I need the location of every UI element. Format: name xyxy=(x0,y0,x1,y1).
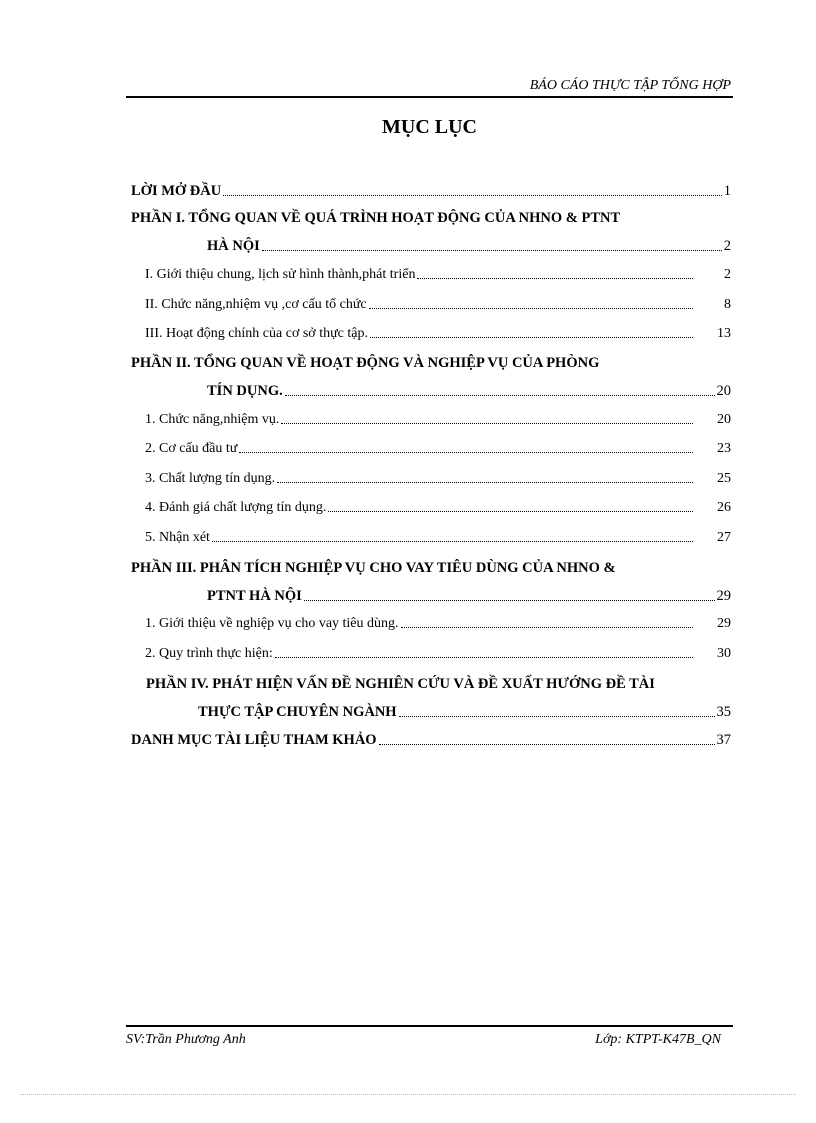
toc-entry[interactable] xyxy=(207,238,731,255)
running-header: BÁO CÁO THỰC TẬP TỔNG HỢP xyxy=(529,78,731,93)
toc-entry-page: 25 xyxy=(717,471,731,486)
toc-leader-dots xyxy=(212,540,693,542)
toc-entry-label: PHẦN IV. PHÁT HIỆN VẤN ĐỀ NGHIÊN CỨU VÀ ĐỀ XUẤT HƯỚNG ĐỀ TÀI xyxy=(146,676,655,692)
toc-entry-page: 8 xyxy=(724,297,731,312)
toc-entry-label: 4. Đánh giá chất lượng tín dụng. xyxy=(145,500,327,515)
toc-entry-page: 1 xyxy=(723,183,731,199)
toc-leader-dots xyxy=(417,277,693,279)
toc-entry-page: 20 xyxy=(716,383,731,399)
toc-entry[interactable] xyxy=(198,704,731,721)
header-rule xyxy=(126,96,733,98)
toc-entry[interactable] xyxy=(207,588,731,605)
toc-entry-label: 2. Cơ cấu đầu tư xyxy=(145,441,238,456)
toc-entry-label: HÀ NỘI xyxy=(207,238,260,254)
page-footer xyxy=(126,1032,721,1048)
toc-entry-page: 26 xyxy=(717,500,731,515)
toc-entry[interactable] xyxy=(145,471,731,487)
toc-entry[interactable] xyxy=(145,530,731,546)
toc-entry-page: 2 xyxy=(723,238,731,254)
toc-entry[interactable] xyxy=(131,560,731,577)
toc-entry-page: 29 xyxy=(717,616,731,631)
toc-leader-dots xyxy=(401,626,693,628)
toc-leader-dots xyxy=(277,481,693,483)
toc-entry[interactable] xyxy=(131,183,731,200)
toc-entry[interactable] xyxy=(131,732,731,749)
toc-leader-dots xyxy=(275,656,693,658)
toc-entry-label: 2. Quy trình thực hiện: xyxy=(145,646,273,661)
toc-entry[interactable] xyxy=(145,267,731,283)
toc-entry-label: DANH MỤC TÀI LIỆU THAM KHẢO xyxy=(131,732,377,748)
toc-entry-label: 3. Chất lượng tín dụng. xyxy=(145,471,276,486)
toc-entry[interactable] xyxy=(145,297,731,313)
toc-leader-dots xyxy=(223,194,722,196)
toc-entry-page: 2 xyxy=(724,267,731,282)
toc-entry[interactable] xyxy=(145,646,731,662)
toc-entry[interactable] xyxy=(145,326,731,342)
toc-entry-label: LỜI MỞ ĐẦU xyxy=(131,183,222,199)
toc-leader-dots xyxy=(379,743,715,745)
toc-entry[interactable] xyxy=(207,383,731,400)
toc-entry-label: 5. Nhận xét xyxy=(145,530,210,545)
toc-entry-label: PHẦN II. TỔNG QUAN VỀ HOẠT ĐỘNG VÀ NGHIỆP VỤ CỦA PHÒNG xyxy=(131,355,600,371)
footer-student: SV:Trần Phương Anh xyxy=(126,1032,246,1047)
toc-leader-dots xyxy=(399,715,715,717)
toc-entry-page: 29 xyxy=(716,588,731,604)
toc-leader-dots xyxy=(285,394,715,396)
toc-leader-dots xyxy=(304,599,715,601)
toc-entry-page: 30 xyxy=(717,646,731,661)
toc-entry-label: TÍN DỤNG. xyxy=(207,383,283,399)
toc-entry-page: 27 xyxy=(717,530,731,545)
toc-entry-label: II. Chức năng,nhiệm vụ ,cơ cấu tổ chức xyxy=(145,297,367,312)
toc-leader-dots xyxy=(369,307,693,309)
toc-entry-label: PTNT HÀ NỘI xyxy=(207,588,302,604)
footer-class: Lớp: KTPT-K47B_QN xyxy=(595,1032,721,1047)
toc-entry-label: PHẦN III. PHÂN TÍCH NGHIỆP VỤ CHO VAY TIÊU DÙNG CỦA NHNO & xyxy=(131,560,616,576)
footer-rule xyxy=(126,1025,733,1027)
toc-entry[interactable] xyxy=(131,210,731,227)
toc-entry-page: 13 xyxy=(717,326,731,341)
toc-entry-page: 23 xyxy=(717,441,731,456)
toc-entry[interactable] xyxy=(145,441,731,457)
page-bottom-border xyxy=(20,1094,796,1095)
toc-entry-label: III. Hoạt động chính của cơ sở thực tập. xyxy=(145,326,368,341)
toc-leader-dots xyxy=(281,422,693,424)
toc-entry-page: 20 xyxy=(717,412,731,427)
page-title: MỤC LỤC xyxy=(382,116,477,138)
toc-leader-dots xyxy=(328,510,693,512)
toc-entry-label: THỰC TẬP CHUYÊN NGÀNH xyxy=(198,704,397,720)
toc-entry-label: PHẦN I. TỔNG QUAN VỀ QUÁ TRÌNH HOẠT ĐỘNG CỦA NHNO & PTNT xyxy=(131,210,621,226)
toc-leader-dots xyxy=(370,336,693,338)
toc-entry[interactable] xyxy=(145,500,731,516)
toc-entry-label: 1. Chức năng,nhiệm vụ. xyxy=(145,412,280,427)
toc-entry[interactable] xyxy=(131,355,731,372)
toc-entry[interactable] xyxy=(145,616,731,632)
toc-leader-dots xyxy=(239,451,693,453)
toc-entry-page: 35 xyxy=(716,704,731,720)
toc-entry-label: I. Giới thiệu chung, lịch sử hình thành,phát triển xyxy=(145,267,416,282)
toc-leader-dots xyxy=(262,249,722,251)
toc-entry-page: 37 xyxy=(716,732,731,748)
toc-entry[interactable] xyxy=(146,676,731,693)
toc-entry[interactable] xyxy=(145,412,731,428)
toc-entry-label: 1. Giới thiệu về nghiệp vụ cho vay tiêu dùng. xyxy=(145,616,399,631)
